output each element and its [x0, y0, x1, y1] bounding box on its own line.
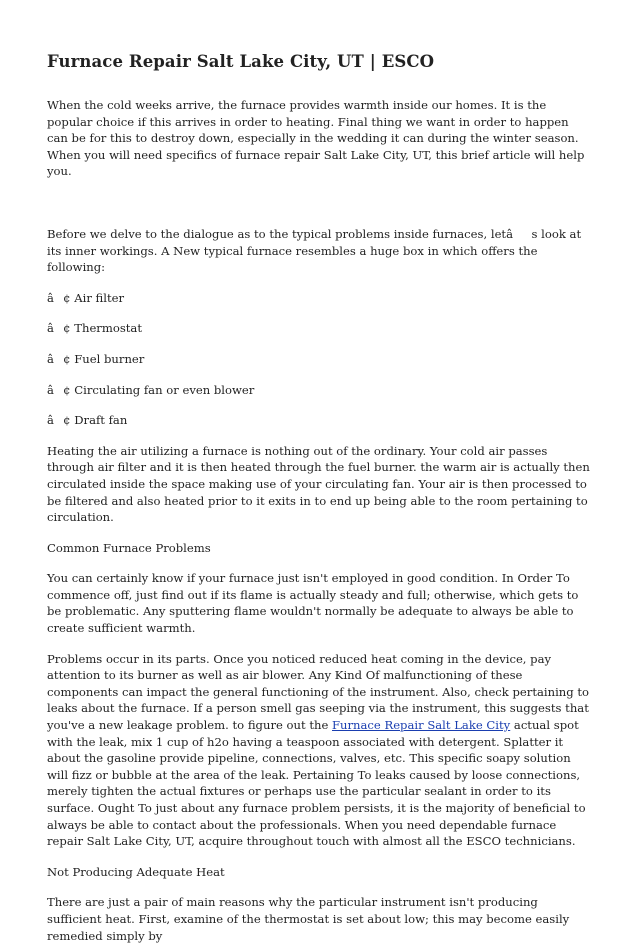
- bullet-thermostat: â¢ Thermostat: [47, 321, 143, 336]
- page-title: Furnace Repair Salt Lake City, UT | ESCO: [47, 52, 435, 71]
- common-problems-paragraph: You can certainly know if your furnace just isn't employed in good condition. In Order To commence off, just find out if its flame is actually steady and full; otherwise, which gets to be problematic. Any sputtering flame wouldn't normally be adequate to always be able to create sufficient warmth.: [47, 571, 579, 636]
- intro-paragraph: When the cold weeks arrive, the furnace provides warmth inside our homes. It is the popular choice if this arrives in order to heating. Final thing we want in order to happen can be for this to destroy down, especially in the wedding it can during the winter season. When you will need specifics of furnace repair Salt Lake City, UT, this brief article will help you.: [47, 98, 585, 179]
- heating-paragraph: Heating the air utilizing a furnace is nothing out of the ordinary. Your cold air passes through air filter and it is then heated through the fuel burner. the warm air is actually then circulated inside the space making use of your circulating fan. Your air is then processed to be filtered and also heated prior to it exits in to end up being able to the room pertaining to circulation.: [47, 443, 590, 525]
- dialogue-paragraph: Before we delve to the dialogue as to the typical problems inside furnaces, letâs look at its inner workings. A New typical furnace resembles a huge box in which offers the following:: [47, 226, 582, 275]
- problems-text-before-link: Problems occur in its parts. Once you noticed reduced heat coming in the device, pay attention to its burner as well as air blower. Any Kind Of malfunctioning of these components can impact the general functioning of the instrument. Also, check pertaining to leaks about the furnace. If a person smell gas seeping via the instrument, this suggests that you've a new leakage problem. to figure out the: [47, 651, 590, 733]
- problems-paragraph: [47, 651, 592, 850]
- bullet-fuel-burner: â¢ Fuel burner: [47, 351, 145, 366]
- bullet-circulating-fan: â¢ Circulating fan or even blower: [47, 382, 255, 397]
- section-heading-common-problems: Common Furnace Problems: [47, 540, 211, 555]
- furnace-repair-link[interactable]: Furnace Repair Salt Lake City: [332, 718, 511, 733]
- section-heading-adequate-heat: Not Producing Adequate Heat: [47, 864, 225, 879]
- bullet-air-filter: â¢ Air filter: [47, 290, 125, 305]
- bullet-draft-fan: â¢ Draft fan: [47, 413, 128, 428]
- adequate-heat-paragraph: There are just a pair of main reasons why the particular instrument isn't producing sufficient heat. First, examine of the thermostat is set about low; this may become easily remedied simply by: [47, 895, 570, 943]
- problems-text-after-link: actual spot with the leak, mix 1 cup of h2o having a teaspoon associated with detergent. Splatter it about the gasoline provide pipeline, connections, valves, etc. This specific soapy solution will fizz or bubble at the area of the leak. Pertaining To leaks caused by loose connections, merely tighten the actual fixtures or perhaps use the particular sealant in order to its surface. Ought To just about any furnace problem persists, it is the majority of beneficial to always be able to contact about the professionals. When you need dependable furnace repair Salt Lake City, UT, acquire throughout touch with almost all the ESCO technicians.: [47, 718, 586, 849]
